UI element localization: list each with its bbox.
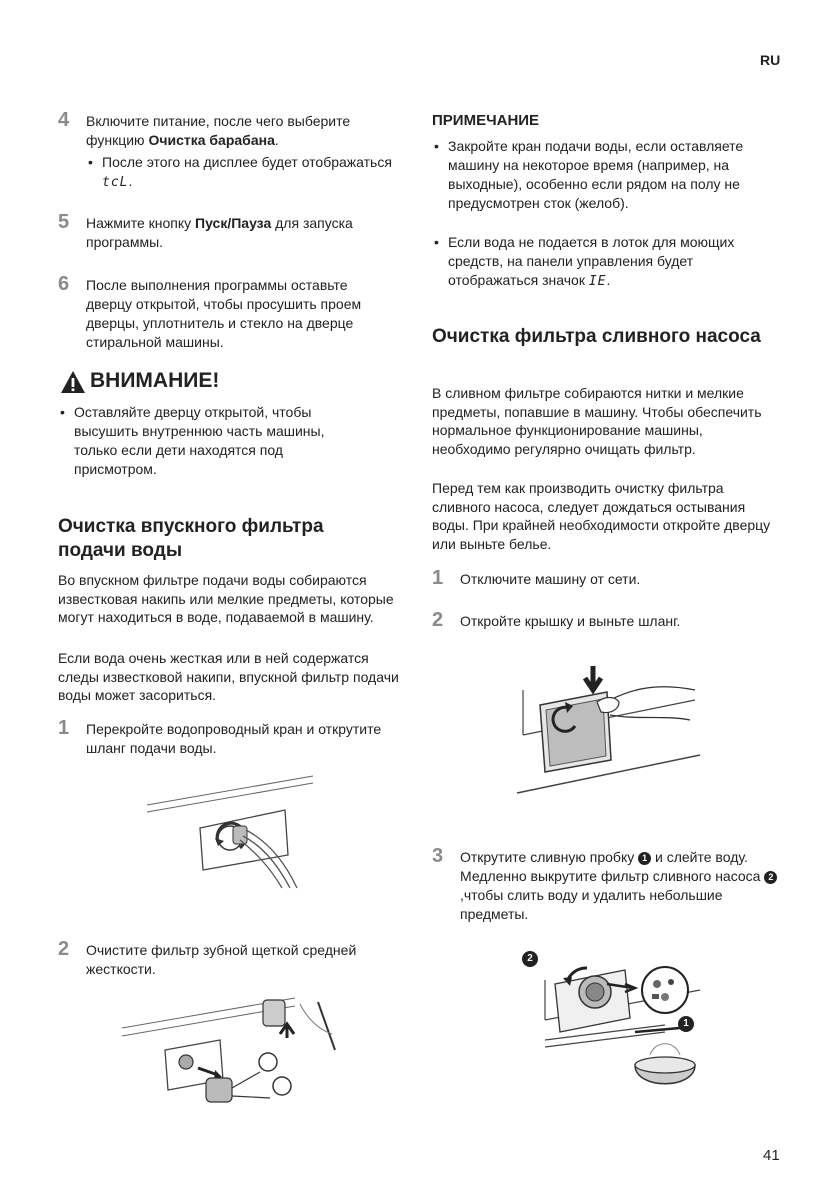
warning-triangle-icon	[60, 370, 86, 394]
step-number: 1	[432, 567, 444, 589]
step-number: 6	[58, 273, 70, 295]
filter-brush-illustration	[120, 990, 350, 1110]
section-paragraph: В сливном фильтре собираются нитки и мелкие предметы, попавшие в машину. Чтобы обеспечить нормальное функционирование машины, необходимо регулярно очищать фильтр.	[432, 385, 762, 457]
section-title-inlet-filter: Очистка впускного фильтра подачи воды	[58, 516, 324, 561]
open-cover-illustration	[515, 660, 705, 800]
inlet-hose-illustration	[145, 770, 325, 890]
warning-heading	[58, 368, 358, 396]
note-title: ПРИМЕЧАНИЕ	[432, 112, 540, 129]
language-label: RU	[760, 52, 781, 68]
step-number: 3	[432, 845, 444, 867]
section-title-drain-filter: Очистка фильтра сливного насоса	[432, 326, 761, 347]
page-number: 41	[763, 1147, 780, 1164]
step-number: 2	[432, 609, 444, 631]
note-bullet: • Закройте кран подачи воды, если оставляете машину на некоторое время (например, на выходные), особенно если рядом на полу не предусмотрен сток (желоб).	[432, 137, 783, 213]
section-paragraph: Перед тем как производить очистку фильтра сливного насоса, следует дождаться остывания воды. При крайней необходимости откройте дверцу или выньте белье.	[432, 480, 771, 552]
callout-badge-1: 1	[638, 852, 651, 865]
section-paragraph: Если вода очень жесткая или в ней содержатся следы известковой накипи, впускной фильтр подачи воды может засориться.	[58, 650, 399, 703]
warning-title: ВНИМАНИЕ!	[90, 369, 220, 392]
step-number: 4	[58, 109, 70, 131]
drain-filter-illustration	[515, 940, 705, 1100]
step-text: После выполнения программы оставьте дверцу открытой, чтобы просушить проем дверцы, уплотнитель и стекло на дверце стиральной машины.	[86, 277, 362, 350]
note-bullet: • Если вода не подается в лоток для моющих средств, на панели управления будет отображаться значок IE.	[432, 233, 783, 291]
section-paragraph: Во впускном фильтре подачи воды собираются известковая накипь или мелкие предметы, которые могут находиться в воде, подаваемой в машину.	[58, 572, 394, 625]
callout-1: 1	[678, 1016, 694, 1032]
step-bullet: • После этого на дисплее будет отображаться tcL.	[86, 153, 402, 192]
step-text: Очистите фильтр зубной щеткой средней жесткости.	[86, 942, 357, 977]
warning-bullet: • Оставляйте дверцу открытой, чтобы высушить внутреннюю часть машины, только если дети находятся под присмотром.	[58, 403, 364, 479]
step-text: Откройте крышку и выньте шланг.	[460, 613, 681, 629]
step-text: Отключите машину от сети.	[460, 571, 641, 587]
step-text: Нажмите кнопку Пуск/Пауза для запуска программы.	[86, 215, 353, 250]
step-text: Перекройте водопроводный кран и открутите шланг подачи воды.	[86, 721, 382, 756]
step-text: Открутите сливную пробку 1 и слейте воду. Медленно выкрутите фильтр сливного насоса 2,чтобы слить воду и удалить небольшие предметы.	[460, 848, 780, 924]
step-number: 2	[58, 938, 70, 960]
step-text: Включите питание, после чего выберите функцию Очистка барабана.	[86, 113, 351, 148]
step-number: 5	[58, 211, 70, 233]
callout-2: 2	[522, 951, 538, 967]
step-number: 1	[58, 717, 70, 739]
callout-badge-2: 2	[764, 871, 777, 884]
